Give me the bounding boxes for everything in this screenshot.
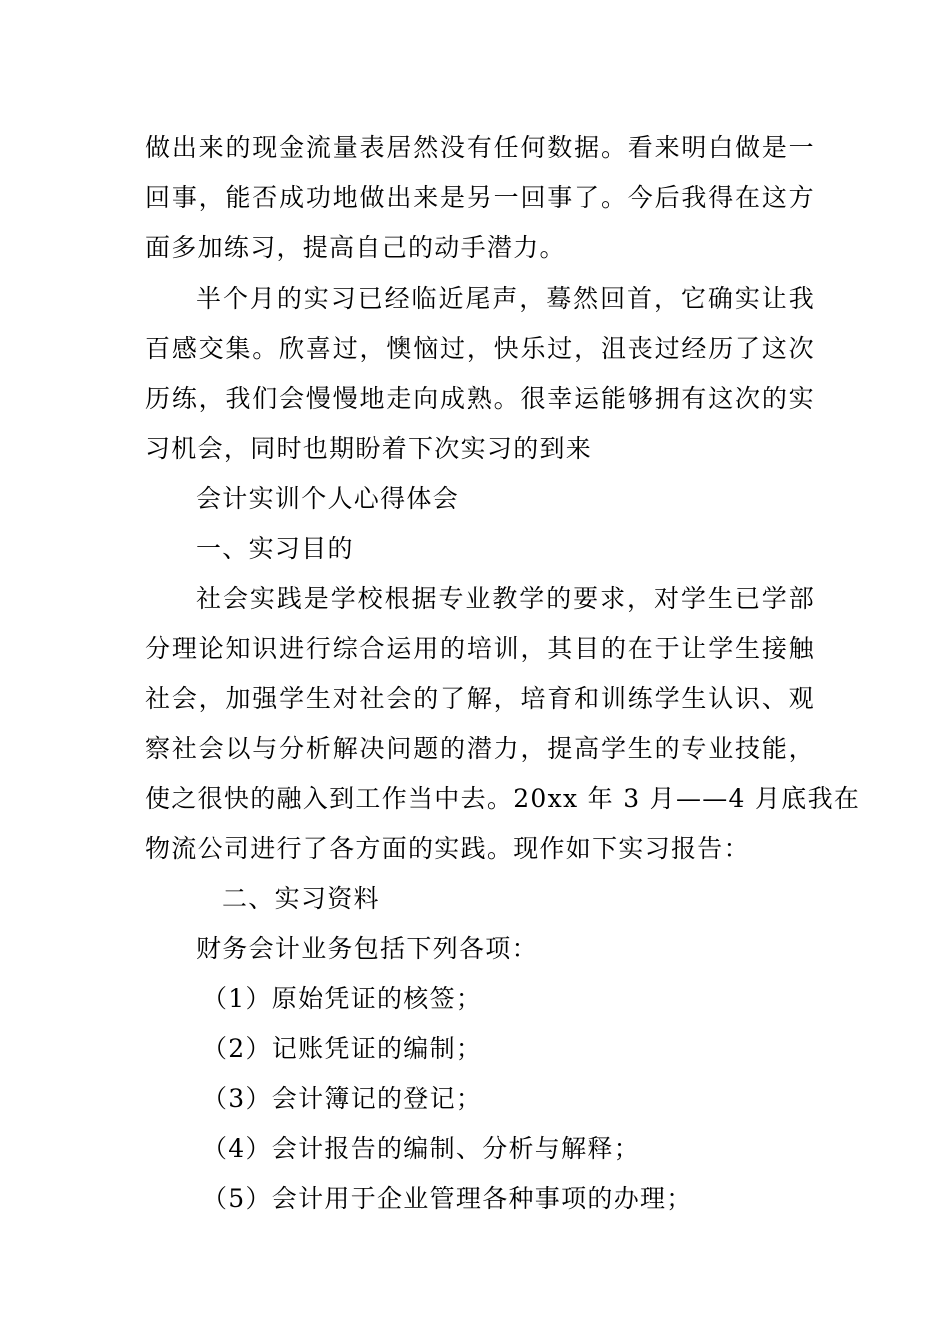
paragraph-line: 百感交集。欣喜过，懊恼过，快乐过，沮丧过经历了这次 — [145, 334, 815, 363]
list-item: （2）记账凭证的编制； — [202, 1034, 483, 1063]
paragraph-line: 回事，能否成功地做出来是另一回事了。今后我得在这方 — [145, 183, 815, 212]
paragraph-line: 面多加练习，提高自己的动手潜力。 — [145, 233, 566, 262]
section-heading: 一、实习目的 — [196, 534, 354, 563]
section-title: 会计实训个人心得体会 — [196, 484, 460, 513]
paragraph-line: 历练，我们会慢慢地走向成熟。很幸运能够拥有这次的实 — [145, 384, 815, 413]
list-item: （4）会计报告的编制、分析与解释； — [202, 1134, 641, 1163]
paragraph-line: 使之很快的融入到工作当中去。20xx 年 3 月——4 月底我在 — [145, 784, 861, 813]
paragraph-line: 物流公司进行了各方面的实践。现作如下实习报告： — [145, 834, 750, 863]
paragraph-line: 社会，加强学生对社会的了解，培育和训练学生认识、观 — [145, 684, 815, 713]
list-item: （1）原始凭证的核签； — [202, 984, 483, 1013]
list-item: （5）会计用于企业管理各种事项的办理； — [202, 1184, 693, 1213]
paragraph-line: 习机会，同时也期盼着下次实习的到来 — [145, 434, 593, 463]
list-item: （3）会计簿记的登记； — [202, 1084, 483, 1113]
paragraph-line: 财务会计业务包括下列各项： — [196, 934, 538, 963]
paragraph-line: 分理论知识进行综合运用的培训，其目的在于让学生接触 — [145, 634, 815, 663]
paragraph-line: 半个月的实习已经临近尾声，蓦然回首，它确实让我 — [196, 284, 815, 313]
paragraph-line: 社会实践是学校根据专业教学的要求，对学生已学部 — [196, 584, 815, 613]
paragraph-line: 察社会以与分析解决问题的潜力，提高学生的专业技能， — [145, 734, 815, 763]
section-heading: 二、实习资料 — [222, 884, 380, 913]
paragraph-line: 做出来的现金流量表居然没有任何数据。看来明白做是一 — [145, 133, 815, 162]
